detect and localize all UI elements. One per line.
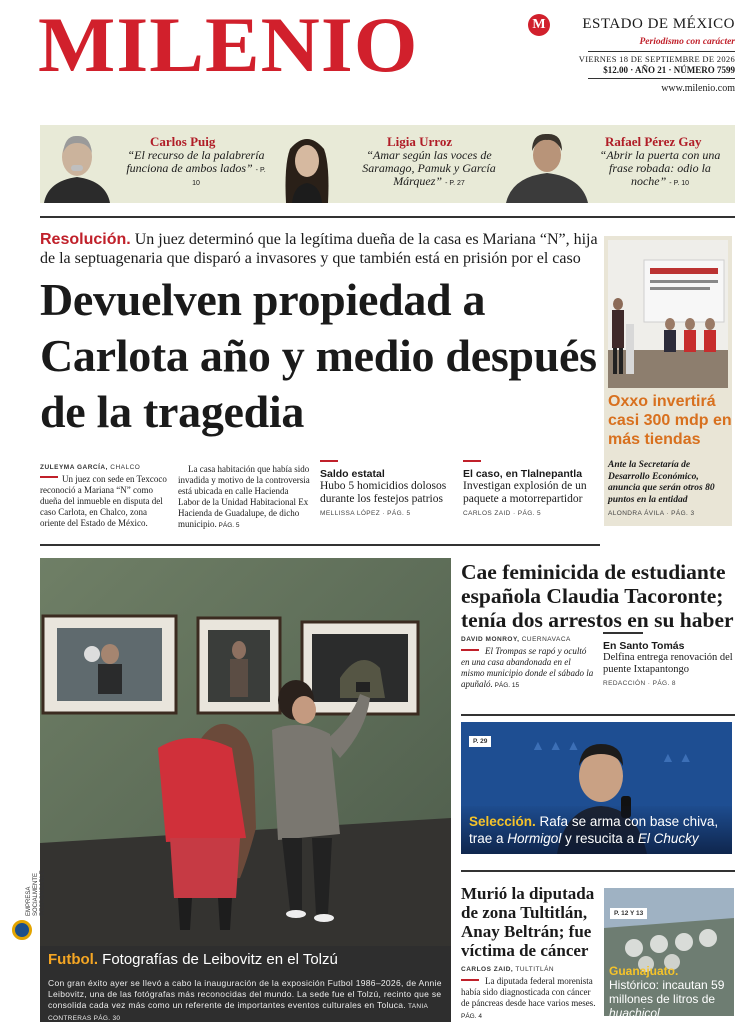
logo-mark-icon: M — [528, 14, 550, 36]
lead-body-1: Un juez con sede en Texcoco reconoció a Mariana “N” como dueña del inmueble en disputa del caso Carlota, en Chalco, zona oriente del Estado de México. — [40, 474, 167, 528]
page-tag: P. 12 Y 13 — [610, 908, 647, 919]
brief-byline: MELLISSA LÓPEZ · PÁG. 5 — [320, 510, 411, 517]
price-line: $12.00 · AÑO 21 · NÚMERO 7599 — [603, 65, 735, 75]
guanajuato-caption — [604, 960, 734, 1024]
byline-place: CUERNAVACA — [519, 636, 571, 643]
columnist-name: Carlos Puig — [150, 134, 216, 149]
lead-body-2-text: La casa habitación que había sido invadida y motivo de la controversia está ubicada en calle Hacienda Labor de la Unidad Habitacional Ex Hacienda de Guadalupe, de dicho municipio. — [178, 464, 310, 529]
brief-title: El caso, en Tlalnepantla — [463, 468, 583, 480]
columnists-band — [40, 125, 735, 203]
exhibition-image — [40, 558, 451, 946]
columnist-photo — [502, 125, 592, 203]
brief-rule — [320, 460, 338, 462]
columnist-quote — [126, 149, 266, 188]
oxxo-byline: ALONDRA ÁVILA · PÁG. 3 — [608, 510, 695, 517]
feminicida-body-text: El Trompas se rapó y ocultó en una casa abandonada en el mismo municipio donde el sábado la apuñaló. — [461, 646, 594, 689]
columnist-item[interactable] — [40, 125, 270, 203]
columnist-item[interactable] — [502, 125, 735, 203]
page-ref: PÁG. 5 — [216, 522, 240, 529]
caption-text: y resucita a — [561, 831, 638, 846]
caption-text: Rafa se arma con base chiva, trae a — [469, 814, 719, 846]
page-number: P. 10 — [192, 167, 266, 187]
website-link[interactable]: www.milenio.com — [661, 83, 735, 94]
feminicida-column — [461, 636, 596, 691]
section-divider — [461, 714, 735, 716]
quote-text: “Amar según las voces de Saramago, Pamuk y García Márquez” — [362, 148, 496, 188]
page-ref: - P. 10 — [669, 180, 690, 187]
futbol-headline: Fotografías de Leibovitz en el Tolzú — [97, 951, 338, 968]
columnist-quote — [354, 149, 504, 188]
svg-text:▲ ▲: ▲ ▲ — [661, 749, 693, 765]
seleccion-caption — [461, 806, 732, 854]
columnist-quote — [590, 149, 730, 188]
page-ref: - P. 10 — [192, 167, 266, 187]
oxxo-photo — [608, 240, 728, 388]
page-tag: P. 29 — [469, 736, 491, 747]
page-number: P. 27 — [449, 180, 465, 187]
dateline: VIERNES 18 DE SEPTIEMBRE DE 2026 — [578, 54, 735, 64]
page-number: P. 10 — [673, 180, 690, 187]
lead-column-1 — [40, 464, 170, 529]
byline-author: DAVID MONROY, — [461, 636, 520, 643]
columnist-photo — [42, 125, 112, 203]
brief-item[interactable] — [463, 468, 598, 517]
guanajuato-label: Guanajuato. — [609, 964, 679, 978]
kicker-text: Un juez determinó que la legítima dueña de la casa es Mariana “N”, hija de la septuagenaria que disparó a invasores y que también está en prisión por el caso — [40, 231, 598, 267]
caption-text: El Chucky — [637, 831, 699, 846]
brief-byline: CARLOS ZAID · PÁG. 5 — [463, 510, 542, 517]
lead-body-2 — [178, 464, 310, 531]
brief-rule — [463, 460, 481, 462]
columnist-item[interactable] — [272, 125, 502, 203]
svg-text:▲ ▲ ▲: ▲ ▲ ▲ — [531, 737, 581, 753]
kicker-label: Resolución. — [40, 231, 131, 248]
section-divider — [461, 870, 735, 872]
feminicida-byline — [461, 636, 596, 643]
lead-kicker — [40, 230, 600, 268]
edition-name: ESTADO DE MÉXICO — [582, 16, 735, 32]
oxxo-subhead: Ante la Secretaría de Desarrollo Económico, anuncia que serán otros 80 puntos en la entidad — [608, 460, 715, 505]
quote-text: “Abrir la puerta con una frase robada: odio la noche” — [599, 148, 721, 188]
caption-text: Histórico: incautan 59 millones de litros de — [609, 978, 725, 1006]
columnist-name: Rafael Pérez Gay — [605, 134, 702, 149]
lead-byline — [40, 464, 170, 471]
tagline: Periodismo con carácter — [639, 37, 735, 47]
brief-rule — [603, 632, 643, 634]
page-ref: PÁG. 15 — [492, 682, 520, 689]
masthead-divider — [588, 51, 735, 52]
esr-badge — [10, 870, 46, 1020]
newspaper-logo[interactable]: MILENIO — [38, 1, 419, 88]
byline-rule — [40, 476, 58, 478]
masthead-divider — [588, 78, 735, 79]
lead-headline[interactable]: Devuelven propiedad a Carlota año y medio después de la tragedia — [40, 274, 597, 437]
press-conference-image — [608, 240, 728, 388]
seleccion-label: Selección. — [469, 814, 536, 829]
brief-text: Delfina entrega renovación del puente Ixtapantongo — [603, 652, 733, 675]
exhibition-photo[interactable] — [40, 558, 451, 946]
brief-item[interactable] — [320, 468, 455, 517]
esr-line: EMPRESA — [26, 886, 32, 916]
diputada-headline[interactable]: Murió la diputada de zona Tultitlán, Anay Beltrán; fue víctima de cáncer — [461, 884, 595, 960]
caption-text: Hormigol — [507, 831, 562, 846]
page-ref: - P. 27 — [445, 180, 465, 187]
diputada-byline — [461, 966, 599, 973]
esr-text — [26, 870, 47, 916]
futbol-byline: TANIA CONTRERAS PÁG. 30 — [48, 1003, 428, 1022]
brief-item[interactable] — [603, 640, 738, 687]
columnist-name: Ligia Urroz — [387, 134, 453, 149]
oxxo-headline[interactable]: Oxxo invertirá casi 300 mdp en más tiendas — [608, 393, 732, 448]
byline-author: CARLOS ZAID, — [461, 966, 514, 973]
byline-rule — [461, 979, 479, 981]
diputada-body — [461, 976, 599, 1022]
brief-title: En Santo Tomás — [603, 640, 685, 652]
feminicida-headline[interactable]: Cae feminicida de estudiante española Claudia Tacoronte; tenía dos arrestos en su haber — [461, 560, 734, 632]
byline-place: TULTITLÁN — [513, 966, 555, 973]
futbol-caption-text: Con gran éxito ayer se llevó a cabo la inauguración de la exposición Futbol 1986–2026, de Annie Leibovitz, una de las fotógrafas más reconocidas del mundo. La sede fue el Tolzú, recinto que se consolida cada vez más como un referente de importantes eventos culturales en Toluca. — [48, 978, 442, 1010]
columnist-photo — [272, 125, 342, 203]
section-divider — [40, 216, 735, 218]
caption-text: huachicol — [609, 1006, 660, 1020]
esr-logo-icon — [12, 920, 32, 940]
section-divider — [40, 544, 600, 546]
esr-line: RESPONSABLE — [40, 870, 46, 916]
brief-byline: REDACCIÓN · PÁG. 8 — [603, 680, 676, 687]
quote-text: “El recurso de la palabrería funciona de ambos lados” — [126, 148, 265, 175]
futbol-caption — [40, 974, 451, 1022]
page-ref: PÁG. 4 — [461, 1013, 482, 1020]
byline-place: CHALCO — [107, 464, 141, 471]
diputada-body-text: La diputada federal morenista había sido diagnosticada con cáncer de páncreas desde hace varios meses. — [461, 976, 596, 1008]
brief-text: Investigan explosión de un paquete a motorrepartidor — [463, 480, 587, 505]
feminicida-body — [461, 646, 596, 691]
byline-author: ZULEYMA GARCÍA, — [40, 464, 108, 471]
brief-text: Hubo 5 homicidios dolosos durante los festejos patrios — [320, 480, 447, 505]
brief-title: Saldo estatal — [320, 468, 385, 480]
byline-rule — [461, 649, 479, 651]
esr-line: SOCIALMENTE — [33, 872, 39, 916]
futbol-caption-band[interactable] — [40, 946, 451, 974]
futbol-label: Futbol. — [48, 951, 98, 968]
diputada-column — [461, 966, 599, 1022]
